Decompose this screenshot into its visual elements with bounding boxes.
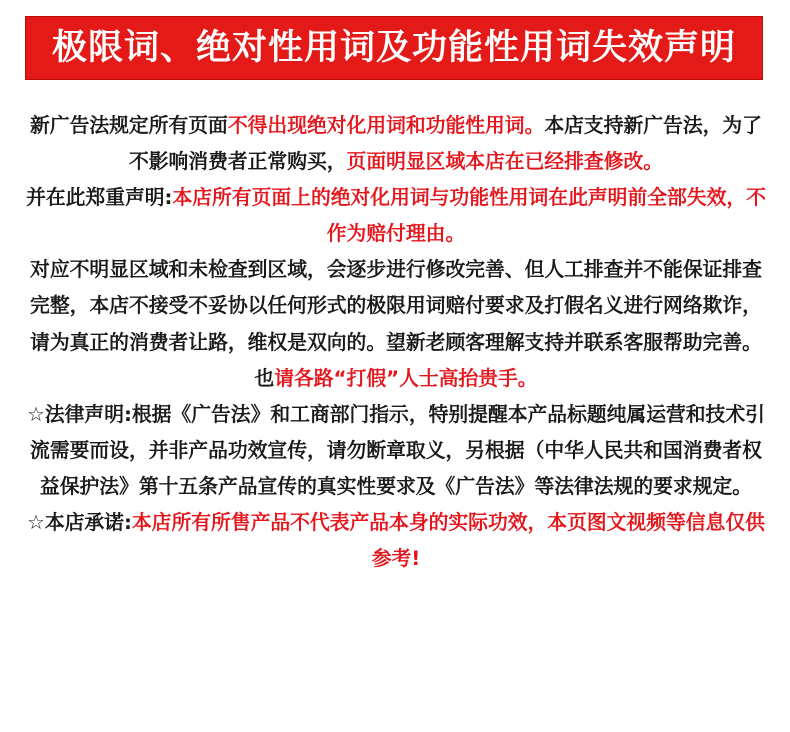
legal-statement-text: 法律声明:根据《广告法》和工商部门指示，特别提醒本产品标题纯属运营和技术引流需要而设，并非产品功效宣传，请勿断章取义，另根据（中华人民共和国消费者权益保护法》第十五条产品宣传的真实性要求及《广告法》等法律法规的要求规定。 [30,402,765,498]
star-icon: ☆ [27,402,45,426]
star-icon: ☆ [27,511,45,535]
paragraph-unchecked-areas [26,252,766,396]
ad-law-intro-text: 新广告法规定所有页面 [30,114,228,137]
ad-law-revised-highlight: 页面明显区域本店在已经排查修改。 [346,150,664,174]
store-promise-label: 本店承诺: [44,511,132,535]
unchecked-areas-text: 对应不明显区域和未检查到区域，会逐步进行修改完善、但人工排查并不能保证排查完整，本店不接受不妥协以任何形式的极限用词赔付要求及打假名义进行网络欺诈，请为真正的消费者让路，维权是双向的。望新老顾客理解支持并联系客服帮助完善。也 [30,258,762,390]
ad-law-support-text: 本店支持新广告法，为了不影响消费者正常购买， [128,114,762,174]
paragraph-ad-law [26,108,766,180]
declaration-highlight: 本店所有页面上的绝对化用词与功能性用词在此声明前全部失效，不作为赔付理由。 [172,186,766,246]
declaration-label: 并在此郑重声明: [26,186,173,210]
anti-counterfeit-highlight: 请各路“打假”人士高抬贵手。 [274,366,538,390]
paragraph-solemn-declaration [26,180,766,252]
title-banner [25,16,763,80]
paragraph-legal-statement [26,397,766,505]
ad-law-prohibition-highlight: 不得出现绝对化用词和功能性用词。 [227,114,545,137]
store-promise-highlight: 本店所有所售产品不代表产品本身的实际功效，本页图文视频等信息仅供参考! [131,511,765,571]
paragraph-store-promise [26,505,766,577]
page-title: 极限词、绝对性用词及功能性用词失效声明 [51,27,736,68]
statement-body [26,108,766,577]
